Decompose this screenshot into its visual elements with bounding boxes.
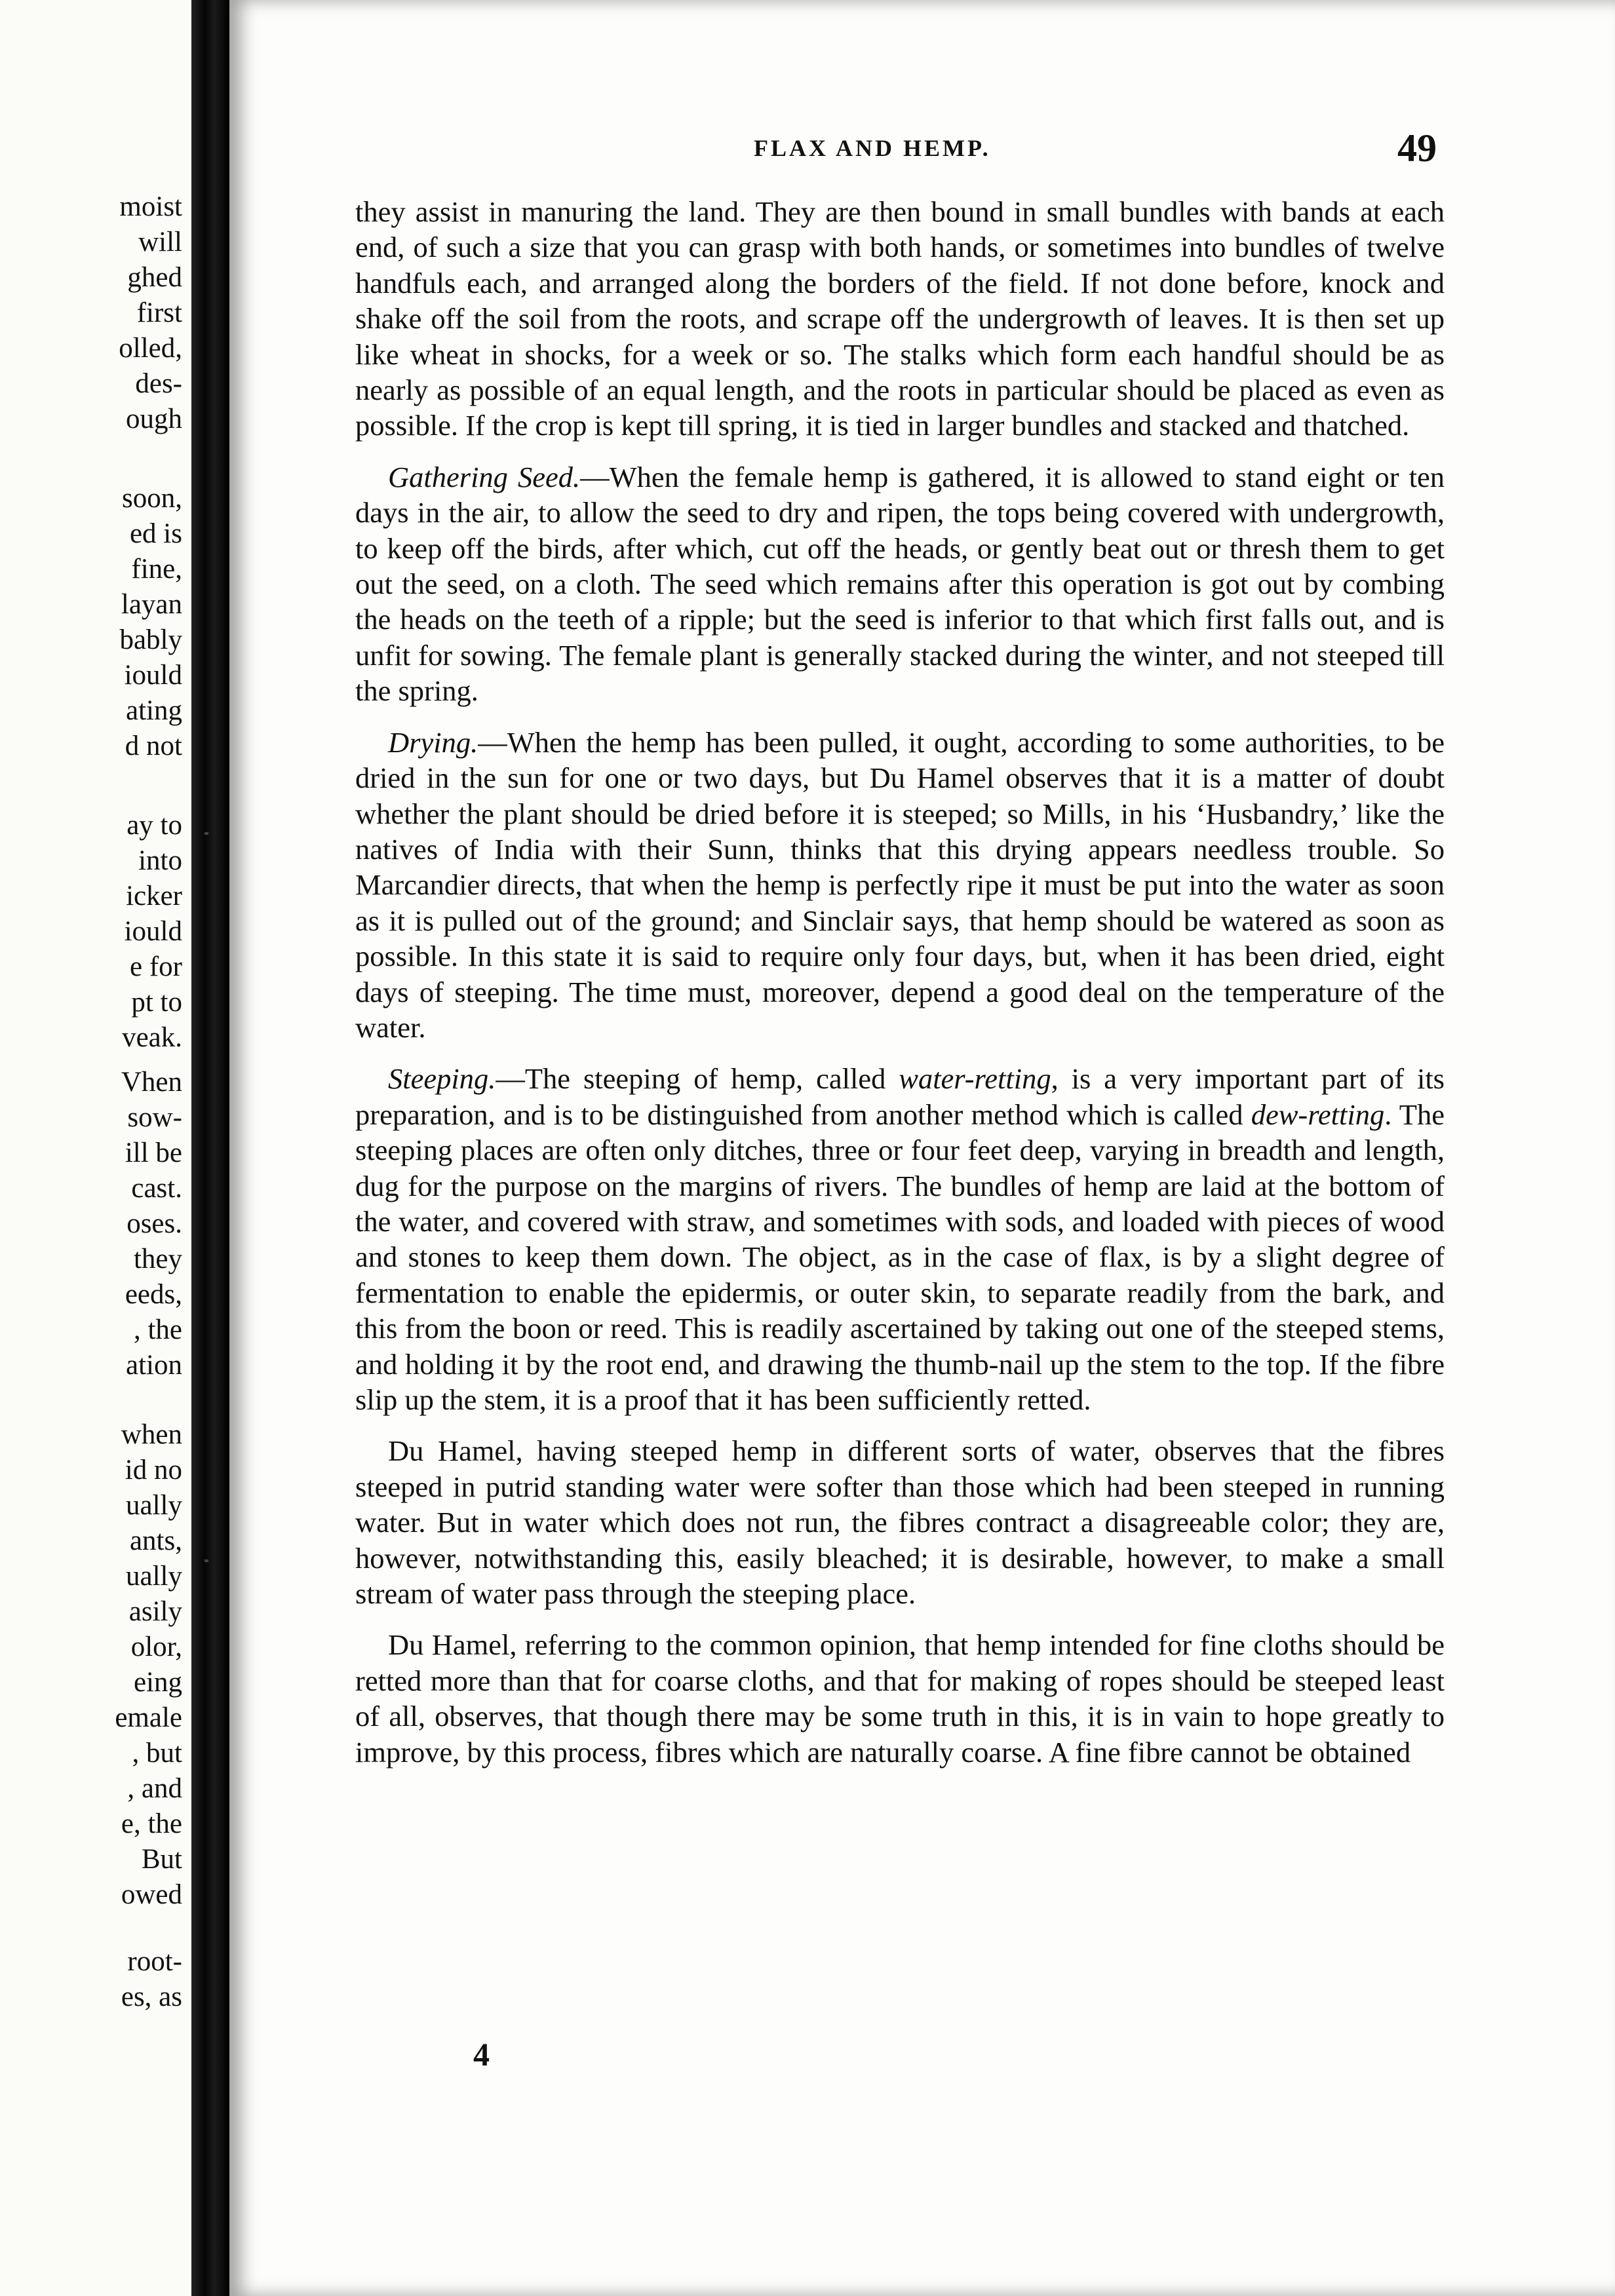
paragraph-continuation [355, 194, 1445, 444]
facing-page-text-fragment: ants, [129, 1525, 182, 1556]
facing-page-text-fragment: e, the [121, 1808, 182, 1839]
section-lead-gathering-seed: Gathering Seed. [388, 460, 581, 493]
facing-page-text-fragment: , the [133, 1314, 182, 1345]
facing-page-text-fragment: asily [128, 1596, 182, 1627]
paragraph-gathering-seed [355, 459, 1445, 709]
facing-page-text-fragment: ough [126, 404, 182, 434]
gutter-speck [204, 832, 208, 835]
facing-page-text-fragment: ually [126, 1490, 182, 1521]
paragraph-text: Du Hamel, having steeped hemp in different sorts of water, observes that the fibres steeped in putrid standing water were softer than those which had been steeped in running water. But in water which does not run, the fibres contract a disagreeable color; they are, however, notwithstanding this, easily bleached; it is desirable, however, to make a small stream of water pass through the steeping place. [355, 1434, 1445, 1611]
facing-page-text-fragment: fine, [131, 554, 182, 584]
facing-page-text-fragment: ating [126, 695, 182, 726]
facing-page-text-fragment: ay to [126, 810, 182, 841]
facing-page-text-fragment: id no [125, 1455, 182, 1485]
term-water-retting: water-retting [899, 1062, 1051, 1096]
gutter-speck [204, 1559, 208, 1562]
facing-page-text-fragment: first [136, 297, 182, 328]
facing-page-text-fragment: ation [126, 1350, 182, 1381]
facing-page-text-fragment: ghed [127, 262, 182, 293]
facing-page-text-fragment: owed [121, 1879, 182, 1910]
facing-page-text-fragment: cast. [131, 1173, 182, 1204]
paragraph-text: —The steeping of hemp, called [496, 1062, 899, 1096]
facing-page-text-fragment: emale [115, 1702, 182, 1733]
paragraph-text: they assist in manuring the land. They are then bound in small bundles with bands at each end, of such a size that you can grasp with both hands, or sometimes into bundles of twelve handfuls each, and arranged along the borders of the field. If not done before, knock and shake off the soil from the roots, and scrape off the undergrowth of leaves. It is then set up like wheat in shocks, for a week or so. The stalks which form each handful should be as nearly as possible of an equal length, and the roots in particular should be placed as even as possible. If the crop is kept till spring, it is tied in larger bundles and stacked and thatched. [355, 195, 1445, 442]
facing-page-text-fragment: moist [119, 191, 182, 222]
paragraph-text: . The steeping places are often only ditches, three or four feet deep, varying in breadth and length, dug for the purpose on the margins of rivers. The bundles of hemp are laid at the bottom of the water, and covered with straw, and sometimes with sods, and loaded with pieces of wood and stones to keep them down. The object, as in the case of flax, is by a slight degree of fermentation to enable the epidermis, or outer skin, to separate readily from the bark, and this from the boon or reed. This is readily ascertained by taking out one of the steeped stems, and holding it by the root end, and drawing the thumb-nail up the stem to the top. If the fibre slip up the stem, it is a proof that it has been sufficiently retted. [355, 1098, 1445, 1416]
facing-page-text-fragment: oses. [126, 1208, 182, 1239]
facing-page-text-fragment: sow- [127, 1102, 182, 1133]
facing-page-text-fragment: ually [126, 1561, 182, 1592]
facing-page-text-fragment: iould [124, 916, 182, 947]
paragraph-text: —When the female hemp is gathered, it is allowed to stand eight or ten days in the air, to allow the seed to dry and ripen, the tops being covered with undergrowth, to keep off the birds, after which, cut off the heads, or gently beat out or thresh them to get out the seed, on a cloth. The seed which remains after this operation is got out by combing the heads on the teeth of a ripple; but the seed is inferior to that which first falls out, and is unfit for sowing. The female plant is generally stacked during the winter, and not steeped till the spring. [355, 460, 1445, 708]
facing-page-text-fragment: es, as [121, 1981, 182, 2012]
paragraph-text: —When the hemp has been pulled, it ought, according to some authorities, to be dried in the sun for one or two days, but Du Hamel observes that it is a matter of doubt whether the plant should be dried before it is steeped; so Mills, in his ‘Husbandry,’ like the natives of India with their Sunn, thinks that this drying appears needless trouble. So Marcandier directs, that when the hemp is perfectly ripe it must be put into the water as soon as it is pulled out of the ground; and Sinclair says, that hemp should be watered as soon as possible. In this state it is said to require only four days, but, when it has been dried, eight days of steeping. The time must, moreover, depend a good deal on the temperature of the water. [355, 725, 1445, 1044]
facing-page-text-fragment: into [138, 845, 182, 876]
facing-page-text-fragment: layan [121, 589, 182, 620]
facing-page-text-fragment: eeds, [125, 1279, 182, 1310]
page-number: 49 [1397, 126, 1437, 170]
facing-page-text-fragment: ed is [129, 518, 182, 549]
facing-page-text-fragment: But [141, 1844, 182, 1875]
facing-page-text-fragment: veak. [122, 1022, 182, 1053]
facing-page-text-fragment: they [133, 1244, 182, 1274]
facing-page-text-fragment: iould [124, 660, 182, 691]
facing-page-text-fragment: pt to [131, 987, 182, 1018]
paragraph-du-hamel-water [355, 1433, 1445, 1611]
page-body [355, 194, 1445, 1786]
facing-page-text-fragment: des- [135, 368, 182, 399]
signature-mark: 4 [473, 2036, 490, 2073]
paragraph-du-hamel-opinion [355, 1627, 1445, 1770]
paragraph-drying [355, 725, 1445, 1046]
facing-page-text-fragment: root- [127, 1946, 182, 1977]
paragraph-text: , is a very important part of its preparation, and is to be distinguished from another method which is called [355, 1062, 1445, 1131]
facing-page-text-fragment: , and [127, 1773, 182, 1804]
facing-page-text-fragment: Vhen [121, 1067, 182, 1098]
facing-page-text-fragment: , but [132, 1738, 182, 1769]
facing-page-text-fragment: d not [125, 731, 182, 761]
paragraph-steeping [355, 1061, 1445, 1417]
facing-page-fragment [0, 0, 191, 2296]
paragraph-text: Du Hamel, referring to the common opinion, that hemp intended for fine cloths should be retted more than that for coarse cloths, and that for making of ropes should be steeped least of all, observes, that though there may be some truth in this, it is in vain to hope greatly to improve, by this process, fibres which are naturally coarse. A fine fibre cannot be obtained [355, 1628, 1445, 1769]
section-lead-drying: Drying. [388, 725, 478, 759]
running-head: FLAX AND HEMP. [754, 135, 991, 161]
facing-page-text-fragment: olor, [130, 1632, 182, 1662]
facing-page-text-fragment: ill be [125, 1138, 182, 1168]
facing-page-text-fragment: icker [126, 881, 182, 911]
facing-page-text-fragment: e for [130, 951, 182, 982]
facing-page-text-fragment: when [121, 1419, 182, 1450]
book-gutter [191, 0, 229, 2296]
facing-page-text-fragment: eing [133, 1667, 182, 1698]
facing-page-text-fragment: soon, [122, 483, 182, 514]
facing-page-text-fragment: will [138, 227, 182, 258]
section-lead-steeping: Steeping. [388, 1062, 496, 1096]
facing-page-text-fragment: olled, [119, 333, 182, 364]
facing-page-text-fragment: bably [119, 624, 182, 655]
term-dew-retting: dew-retting [1251, 1098, 1385, 1131]
